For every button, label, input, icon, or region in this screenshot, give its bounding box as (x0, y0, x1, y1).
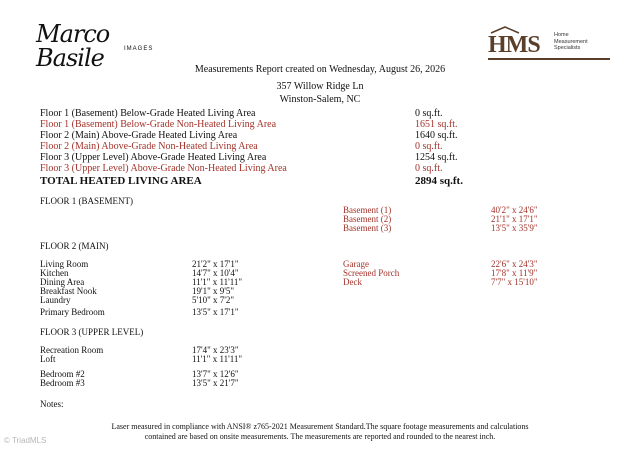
summary-row: Floor 3 (Upper Level) Above-Grade Heated Living Area 1254 sq.ft. (40, 152, 458, 163)
report-title: Measurements Report created on Wednesday, August 26, 2026 (194, 64, 446, 75)
room-row: Garage 22'6" x 24'3" (343, 259, 538, 269)
logo-sub: IMAGES (124, 46, 154, 52)
mls-watermark: © TriadMLS (4, 436, 47, 445)
total-value: 2894 sq.ft. (415, 175, 463, 187)
photographer-logo (36, 20, 176, 72)
room-row: Deck 7'7" x 15'10" (343, 277, 538, 287)
summary-row: Floor 1 (Basement) Below-Grade Non-Heated Living Area 1651 sq.ft. (40, 119, 458, 130)
floor1-rooms-right (343, 205, 538, 233)
room-row: Bedroom #3 13'5" x 21'7" (40, 378, 239, 388)
address-line2: Winston-Salem, NC (279, 94, 361, 105)
room-row: Laundry 5'10" x 7'2" (40, 295, 235, 305)
address-line1: 357 Willow Ridge Ln (276, 81, 364, 92)
room-row: Basement (1) 40'2" x 24'6" (343, 205, 538, 215)
summary-row: Floor 3 (Upper Level) Above-Grade Non-Heated Living Area 0 sq.ft. (40, 163, 443, 174)
floor3-rooms-group2 (40, 369, 239, 388)
room-row: Breakfast Nook 19'1" x 9'5" (40, 286, 235, 296)
room-row: Recreation Room 17'4" x 23'3" (40, 345, 239, 355)
floor2-rooms-left (40, 259, 243, 305)
room-row: Screened Porch 17'8" x 11'9" (343, 268, 538, 278)
floor2-heading: FLOOR 2 (MAIN) (40, 241, 109, 251)
hms-mark: HMS (488, 32, 540, 58)
hms-logo (488, 26, 613, 60)
room-row: Loft 11'1" x 11'11" (40, 354, 243, 364)
floor1-heading: FLOOR 1 (BASEMENT) (40, 196, 134, 206)
room-row: Dining Area 11'1" x 11'11" (40, 277, 243, 287)
room-row: Primary Bedroom 13'5" x 17'1" (40, 307, 239, 317)
floor3-rooms-group1 (40, 345, 243, 364)
summary-row: Floor 2 (Main) Above-Grade Heated Living Area 1640 sq.ft. (40, 130, 458, 141)
room-row: Bedroom #2 13'7" x 12'6" (40, 369, 239, 379)
summary-table (40, 108, 458, 174)
hms-bar (488, 58, 610, 60)
disclaimer: Laser measured in compliance with ANSI® z765-2021 Measurement Standard.The square footage measurements and calculations contained are based on onsite measurements. The measurements are reported and rounded to the nearest inch. (111, 422, 529, 441)
notes-label: Notes: (40, 399, 64, 409)
floor3-heading: FLOOR 3 (UPPER LEVEL) (40, 327, 144, 337)
hms-tagline: Home Measurement Specialists (554, 32, 588, 51)
logo-script: Marco Basile (36, 20, 110, 72)
summary-row: Floor 2 (Main) Above-Grade Non-Heated Living Area 0 sq.ft. (40, 141, 443, 152)
total-label: TOTAL HEATED LIVING AREA (40, 175, 202, 187)
room-row: Basement (3) 13'5" x 35'9" (343, 223, 538, 233)
room-row: Basement (2) 21'1" x 17'1" (343, 214, 538, 224)
room-row: Kitchen 14'7" x 10'4" (40, 268, 239, 278)
room-row: Living Room 21'2" x 17'1" (40, 259, 239, 269)
summary-row: Floor 1 (Basement) Below-Grade Heated Living Area 0 sq.ft. (40, 108, 443, 119)
floor2-rooms-right (343, 259, 538, 287)
